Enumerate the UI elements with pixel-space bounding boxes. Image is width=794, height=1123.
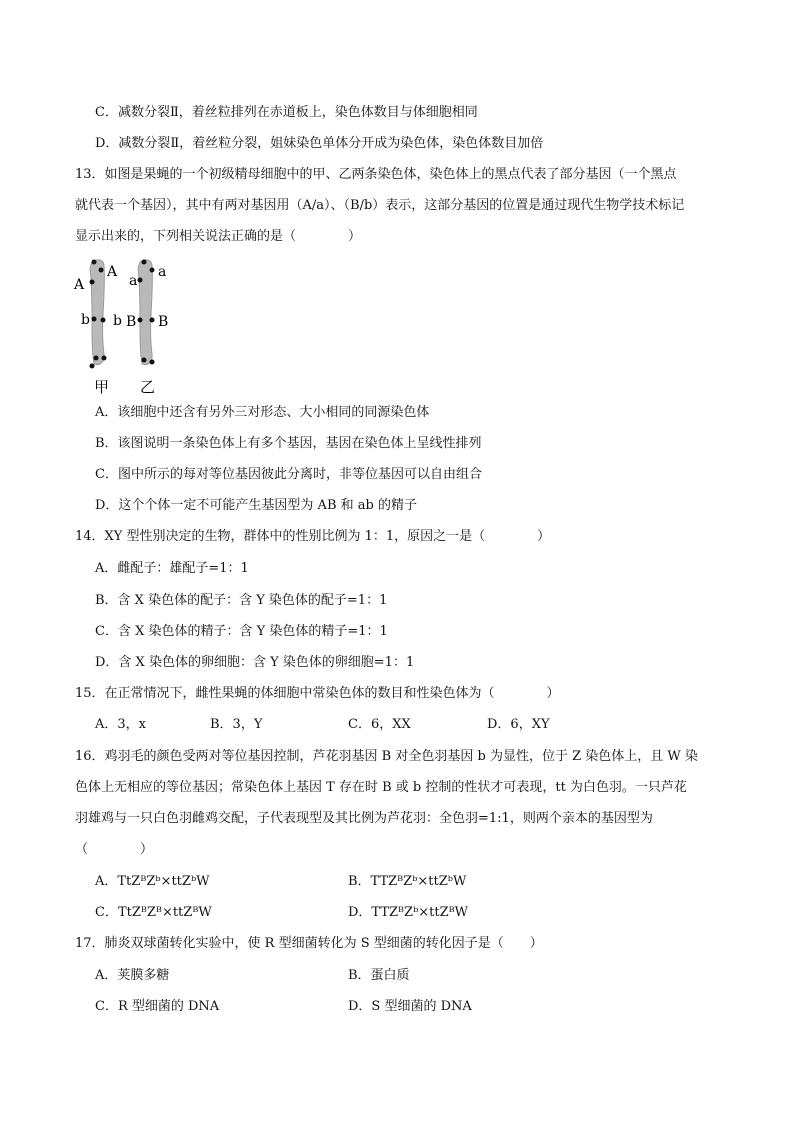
q13-option-c: C．图中所示的每对等位基因彼此分离时，非等位基因可以自由组合 <box>95 467 482 482</box>
gene-label-yi-top-right: a <box>158 264 167 280</box>
q16-stem-line-2: 色体上无相应的等位基因；常染色体上基因 T 存在时 B 或 b 控制的性状才可表现，tt 为白色羽。一只芦花 <box>75 780 687 795</box>
gene-label-jia-top-left: A <box>74 277 85 293</box>
q17-option-a: A．荚膜多糖 <box>95 968 170 983</box>
q15-option-d: D．6，XY <box>487 717 550 732</box>
gene-label-yi-top-left: a <box>129 273 138 289</box>
q17-option-c: C．R 型细菌的 DNA <box>95 999 220 1014</box>
q15-option-b: B．3，Y <box>210 717 263 732</box>
q12-option-d: D．减数分裂Ⅱ，着丝粒分裂，姐妹染色单体分开成为染色体，染色体数目加倍 <box>95 136 544 151</box>
q16-option-d: D．TTZᴮZᵇ×ttZᴮW <box>348 905 469 920</box>
q15-stem: 15．在正常情况下，雌性果蝇的体细胞中常染色体的数目和性染色体为（ ） <box>75 686 560 701</box>
q13-stem-line-1: 13．如图是果蝇的一个初级精母细胞中的甲、乙两条染色体，染色体上的黑点代表了部分基因（一个黑点 <box>75 167 677 182</box>
q15-option-c: C．6，XX <box>348 717 411 732</box>
chromosome-figure <box>70 254 180 399</box>
gene-label-yi-mid-right: B <box>158 314 169 330</box>
q16-stem-line-4: （ ） <box>75 842 154 857</box>
q16-stem-line-1: 16．鸡羽毛的颜色受两对等位基因控制，芦花羽基因 B 对全色羽基因 b 为显性，位于 Z 染色体上，且 W 染 <box>75 749 698 764</box>
q13-option-d: D．这个个体一定不可能产生基因型为 AB 和 ab 的精子 <box>95 498 417 513</box>
gene-label-jia-top-right: A <box>107 264 118 280</box>
q13-option-a: A．该细胞中还含有另外三对形态、大小相同的同源染色体 <box>95 405 430 420</box>
q14-stem: 14．XY 型性别决定的生物，群体中的性别比例为 1：1，原因之一是（ ） <box>75 529 551 544</box>
chromosome-name-yi: 乙 <box>140 378 156 396</box>
q17-stem: 17．肺炎双球菌转化实验中，使 R 型细菌转化为 S 型细菌的转化因子是（ ） <box>75 936 543 951</box>
q14-option-a: A．雌配子：雄配子=1：1 <box>95 561 249 576</box>
q14-option-d: D．含 X 染色体的卵细胞：含 Y 染色体的卵细胞=1：1 <box>95 655 415 670</box>
q16-option-a: A．TtZᴮZᵇ×ttZᵇW <box>95 874 210 889</box>
q16-option-c: C．TtZᴮZᴮ×ttZᴮW <box>95 905 212 920</box>
q15-option-a: A．3，x <box>95 717 146 732</box>
chromosome-name-jia: 甲 <box>94 378 110 396</box>
q16-stem-line-3: 羽雄鸡与一只白色羽雌鸡交配，子代表现型及其比例为芦花羽：全色羽=1:1，则两个亲本的基因型为 <box>75 811 653 826</box>
q17-option-b: B．蛋白质 <box>348 968 410 983</box>
q12-option-c: C．减数分裂Ⅱ，着丝粒排列在赤道板上，染色体数目与体细胞相同 <box>95 105 478 120</box>
q16-option-b: B．TTZᴮZᵇ×ttZᵇW <box>348 874 467 889</box>
gene-label-yi-mid-left: B <box>126 314 137 330</box>
gene-label-jia-mid-left: b <box>81 312 90 328</box>
q13-stem-line-2: 就代表一个基因），其中有两对基因用（A/a）、（B/b）表示，这部分基因的位置是通过现代生物学技术标记 <box>75 198 685 213</box>
gene-label-jia-mid-right: b <box>113 313 122 329</box>
q14-option-c: C．含 X 染色体的精子：含 Y 染色体的精子=1：1 <box>95 624 388 639</box>
q13-stem-line-3: 显示出来的，下列相关说法正确的是（ ） <box>75 229 362 244</box>
chromosome-jia <box>90 260 104 365</box>
chromosome-yi <box>138 260 152 365</box>
q13-option-b: B．该图说明一条染色体上有多个基因，基因在染色体上呈线性排列 <box>95 436 482 451</box>
q14-option-b: B．含 X 染色体的配子：含 Y 染色体的配子=1：1 <box>95 593 388 608</box>
q17-option-d: D．S 型细菌的 DNA <box>348 999 472 1014</box>
